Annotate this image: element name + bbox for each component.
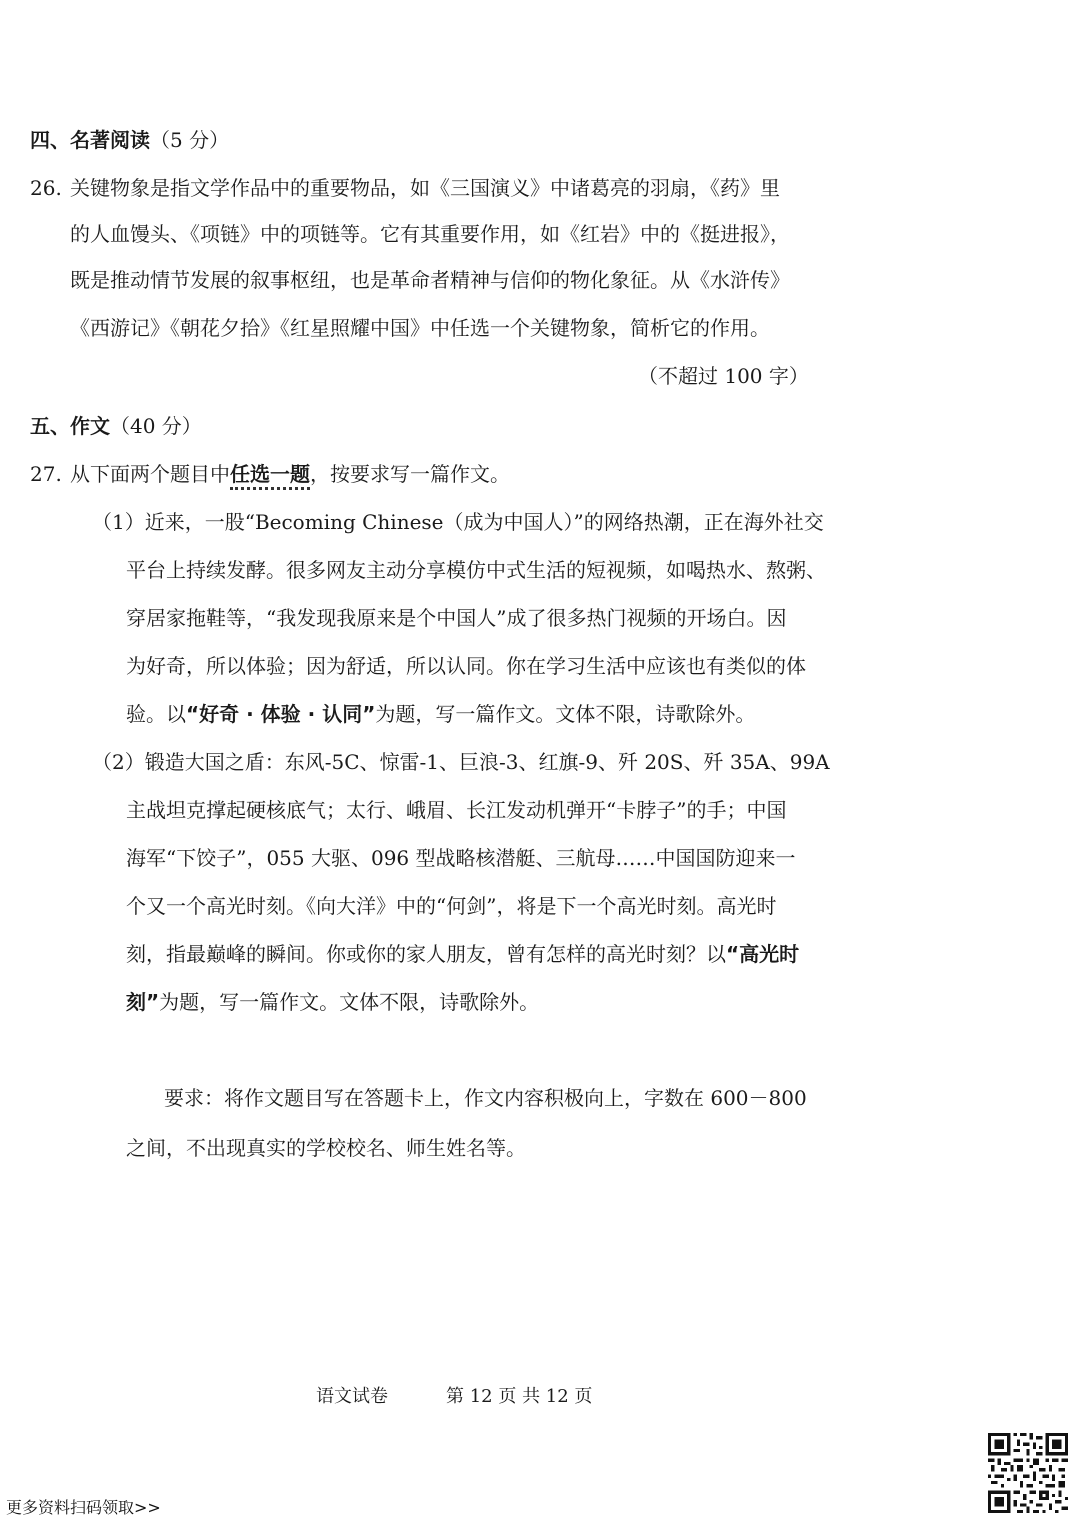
question-text-line: 既是推动情节发展的叙事枢纽，也是革命者精神与信仰的物化象征。从《水浒传》 — [70, 268, 790, 292]
section-title: 五、作文 — [30, 414, 110, 438]
prompt-line — [126, 700, 755, 728]
prompt-text: 为题，写一篇作文。文体不限，诗歌除外。 — [159, 990, 540, 1014]
requirement-line: 之间，不出现真实的学校校名、师生姓名等。 — [126, 1136, 526, 1160]
prompt-line — [126, 988, 539, 1016]
section-title: 四、名著阅读 — [30, 128, 150, 152]
question-text-line: 的人血馒头、《项链》中的项链等。它有其重要作用，如《红岩》中的《挺进报》， — [70, 222, 790, 246]
page-footer — [316, 1384, 592, 1410]
prompt-line: 主战坦克撑起硬核底气；太行、峨眉、长江发动机弹开“卡脖子”的手；中国 — [126, 798, 787, 822]
section-score: （5 分） — [150, 128, 230, 152]
essay-title: 刻” — [126, 990, 160, 1014]
emphasized-text: 任选一题 — [230, 462, 310, 490]
footer-page-number: 第 12 页 共 12 页 — [446, 1386, 593, 1407]
section-score: （40 分） — [110, 414, 202, 438]
footer-subject: 语文试卷 — [316, 1386, 388, 1407]
section-heading — [30, 412, 202, 440]
requirement-line: 要求：将作文题目写在答题卡上，作文内容积极向上，字数在 600－800 — [164, 1086, 807, 1110]
intro-text: ，按要求写一篇作文。 — [310, 462, 510, 486]
word-limit: （不超过 100 字） — [638, 364, 809, 388]
prompt-text: 为题，写一篇作文。文体不限，诗歌除外。 — [375, 702, 756, 726]
section-heading — [30, 126, 229, 154]
prompt-line: 为好奇，所以体验；因为舒适，所以认同。你在学习生活中应该也有类似的体 — [126, 654, 806, 678]
more-resources-link[interactable]: 更多资料扫码领取>> — [6, 1498, 161, 1517]
prompt-line: 穿居家拖鞋等，“我发现我原来是个中国人”成了很多热门视频的开场白。因 — [126, 606, 787, 630]
question-text-line: 关键物象是指文学作品中的重要物品，如《三国演义》中诸葛亮的羽扇，《药》里 — [70, 176, 780, 200]
prompt-line: 个又一个高光时刻。《向大洋》中的“何剑”，将是下一个高光时刻。高光时 — [126, 894, 777, 918]
question-intro — [70, 460, 510, 488]
essay-title: “好奇 · 体验 · 认同” — [186, 702, 376, 726]
qr-code-icon[interactable] — [988, 1433, 1068, 1513]
essay-title: “高光时 — [726, 942, 800, 966]
question-text-line: 《西游记》《朝花夕拾》《红星照耀中国》中任选一个关键物象，简析它的作用。 — [70, 316, 770, 340]
prompt-line — [126, 940, 799, 968]
question-number: 26. — [30, 176, 62, 200]
prompt-line: （2）锻造大国之盾：东风-5C、惊雷-1、巨浪-3、红旗-9、歼 20S、歼 35A、99A — [92, 750, 830, 774]
prompt-line: （1）近来，一股“Becoming Chinese（成为中国人）”的网络热潮，正在海外社交 — [92, 510, 824, 534]
intro-text: 从下面两个题目中 — [70, 462, 230, 486]
prompt-text: 刻，指最巅峰的瞬间。你或你的家人朋友，曾有怎样的高光时刻？以 — [126, 942, 726, 966]
prompt-line: 海军“下饺子”，055 大驱、096 型战略核潜艇、三航母……中国国防迎来一 — [126, 846, 796, 870]
question-number: 27. — [30, 462, 62, 486]
prompt-line: 平台上持续发酵。很多网友主动分享模仿中式生活的短视频，如喝热水、熬粥、 — [126, 558, 826, 582]
prompt-text: 验。以 — [126, 702, 186, 726]
